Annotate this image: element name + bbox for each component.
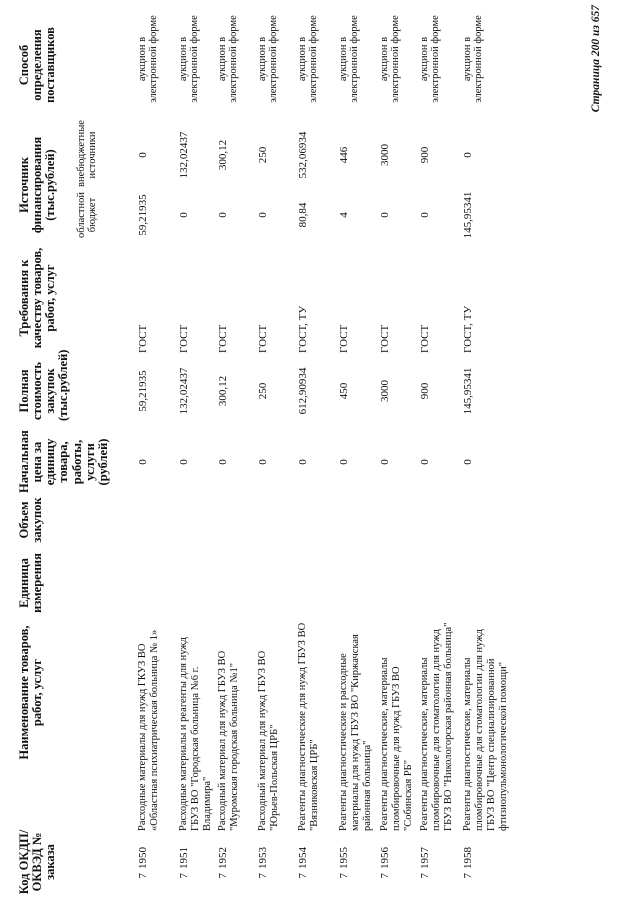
row-extra: 0 <box>462 152 474 158</box>
row-method: аукцион в электронной форме <box>419 15 442 103</box>
row-price: 0 <box>419 459 431 465</box>
row-total: 145,95341 <box>462 367 474 415</box>
header-code: Код ОКДП/ ОКВЭД № заказа <box>17 829 58 895</box>
row-total: 3000 <box>379 380 391 402</box>
row-name: Расходные материалы для нужд ГКУЗ ВО «Областная психиатрическая больница № 1» <box>137 629 161 831</box>
row-total: 300,12 <box>217 375 229 407</box>
row-number: 1957 <box>419 847 431 869</box>
row-quality: ГОСТ <box>178 324 190 353</box>
row-quality: ГОСТ, ТУ <box>297 305 309 353</box>
row-name: Реагенты диагностические и расходные материалы для нужд ГБУЗ ВО "Киржачская районная больница" <box>338 634 374 831</box>
row-name: Расходный материал для нужд ГБУЗ ВО "Муромская городская больница №1" <box>217 650 241 831</box>
row-regional: 0 <box>419 212 431 218</box>
row-price: 0 <box>257 459 269 465</box>
row-quality: ГОСТ <box>137 324 149 353</box>
row-method: аукцион в электронной форме <box>462 15 485 103</box>
row-price: 0 <box>338 459 350 465</box>
row-total: 59,21935 <box>137 370 149 412</box>
row-name: Реагенты диагностические, материалы пломбировочные для стоматологии для нужд ГБУЗ ВО "Центр специализированной фтизиопульмонологической помощи" <box>462 629 510 831</box>
page-footer: Страница 200 из 657 <box>590 5 602 113</box>
row-price: 0 <box>379 459 391 465</box>
row-price: 0 <box>297 459 309 465</box>
row-total: 450 <box>338 382 350 400</box>
row-total: 612,90934 <box>297 367 309 415</box>
row-method: аукцион в электронной форме <box>217 15 240 103</box>
row-regional: 0 <box>257 212 269 218</box>
row-method: аукцион в электронной форме <box>379 15 402 103</box>
row-code: 7 <box>297 873 309 879</box>
row-price: 0 <box>217 459 229 465</box>
row-quality: ГОСТ <box>338 324 350 353</box>
row-extra: 532,06934 <box>297 131 309 179</box>
row-extra: 446 <box>338 146 350 164</box>
row-number: 1956 <box>379 847 391 869</box>
row-extra: 3000 <box>379 144 391 166</box>
row-regional: 145,95341 <box>462 191 474 239</box>
header-volume: Объем закупок <box>17 497 45 543</box>
row-total: 250 <box>257 382 269 400</box>
row-total: 900 <box>419 382 431 400</box>
row-price: 0 <box>178 459 190 465</box>
row-quality: ГОСТ <box>217 324 229 353</box>
row-name: Реагенты диагностические для нужд ГБУЗ ВО "Вязниковская ЦРБ" <box>297 622 321 831</box>
row-code: 7 <box>217 873 229 879</box>
row-regional: 80,84 <box>297 202 309 228</box>
row-code: 7 <box>178 873 190 879</box>
row-name: Реагенты диагностические, материалы пломбировочные для нужд ГБУЗ ВО "Собинская РБ" <box>379 657 415 831</box>
row-total: 132,02437 <box>178 367 190 415</box>
header-source: Источник финансирования (тыс.рублей) <box>17 136 58 234</box>
row-method: аукцион в электронной форме <box>137 15 160 103</box>
row-name: Расходные материалы и реагенты для нужд ГБУЗ ВО "Городская больница №6 г. Владимира" <box>178 637 214 831</box>
row-price: 0 <box>137 459 149 465</box>
row-number: 1953 <box>257 847 269 869</box>
header-method: Способ определения поставщиков <box>17 27 58 103</box>
row-number: 1950 <box>137 847 149 869</box>
row-regional: 0 <box>379 212 391 218</box>
row-code: 7 <box>257 873 269 879</box>
row-method: аукцион в электронной форме <box>297 15 320 103</box>
header-unit: Единица измерения <box>17 553 45 613</box>
row-regional: 0 <box>217 212 229 218</box>
row-number: 1955 <box>338 847 350 869</box>
row-method: аукцион в электронной форме <box>178 15 201 103</box>
row-number: 1954 <box>297 847 309 869</box>
row-extra: 250 <box>257 146 269 164</box>
row-extra: 0 <box>137 152 149 158</box>
row-regional: 0 <box>178 212 190 218</box>
row-number: 1958 <box>462 847 474 869</box>
row-name: Расходный материал для нужд ГБУЗ ВО "Юрьев-Польская ЦРБ" <box>257 650 281 831</box>
row-code: 7 <box>419 873 431 879</box>
row-quality: ГОСТ <box>379 324 391 353</box>
row-number: 1952 <box>217 847 229 869</box>
row-quality: ГОСТ, ТУ <box>462 305 474 353</box>
row-code: 7 <box>137 873 149 879</box>
header-quality: Требования к качеству товаров, работ, услуг <box>17 247 58 349</box>
row-regional: 4 <box>338 212 350 218</box>
row-method: аукцион в электронной форме <box>338 15 361 103</box>
row-quality: ГОСТ <box>257 324 269 353</box>
row-code: 7 <box>462 873 474 879</box>
row-name: Реагенты диагностические, материалы пломбировочные для стоматологии для нужд ГБУЗ ВО "Никологорская районная больница" <box>419 622 455 831</box>
header-source-regional: областной бюджет <box>76 192 99 238</box>
row-code: 7 <box>338 873 350 879</box>
header-source-extra: внебюджетные источники <box>76 120 99 187</box>
row-quality: ГОСТ <box>419 324 431 353</box>
header-total: Полная стоимость закупок (тыс.рублей) <box>17 349 71 421</box>
row-price: 0 <box>462 459 474 465</box>
row-number: 1951 <box>178 847 190 869</box>
row-extra: 300,12 <box>217 139 229 171</box>
row-regional: 59,21935 <box>137 194 149 236</box>
row-method: аукцион в электронной форме <box>257 15 280 103</box>
header-price: Начальная цена за единицу товара, работы, услуги (рублей) <box>17 430 110 493</box>
row-extra: 132,02437 <box>178 131 190 179</box>
header-name: Наименование товаров, работ, услуг <box>17 625 45 760</box>
row-extra: 900 <box>419 146 431 164</box>
row-code: 7 <box>379 873 391 879</box>
